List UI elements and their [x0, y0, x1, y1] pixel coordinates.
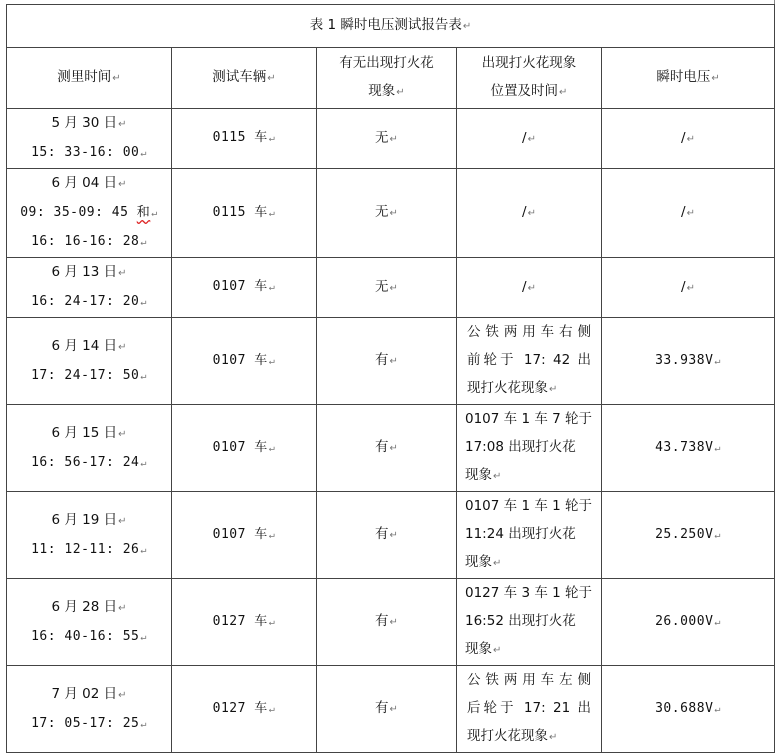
table-row	[7, 318, 775, 405]
cell-spark: 有↵	[317, 579, 457, 666]
header-where: 出现打火花现象 位置及时间↵	[457, 48, 602, 109]
cell-spark: 有↵	[317, 492, 457, 579]
cell-vehicle: 0107 车↵	[172, 405, 317, 492]
table-row	[7, 258, 775, 318]
cell-where: /↵	[457, 258, 602, 318]
cell-vehicle: 0115 车↵	[172, 109, 317, 169]
cell-vehicle: 0107 车↵	[172, 258, 317, 318]
cell-where: 0107 车 1 车 1 轮于 11:24 出现打火花 现象↵	[457, 492, 602, 579]
cell-where: 0107 车 1 车 7 轮于 17:08 出现打火花 现象↵	[457, 405, 602, 492]
table-row	[7, 492, 775, 579]
cell-voltage: /↵	[602, 258, 775, 318]
cell-voltage: /↵	[602, 169, 775, 258]
table-row	[7, 405, 775, 492]
cell-where: 0127 车 3 车 1 轮于 16:52 出现打火花 现象↵	[457, 579, 602, 666]
table-row	[7, 579, 775, 666]
cell-time: 6 月 04 日↵ 09: 35-09: 45 和↵ 16: 16-16: 28↵	[7, 169, 172, 258]
cell-time: 5 月 30 日↵ 15: 33-16: 00↵	[7, 109, 172, 169]
cell-vehicle: 0107 车↵	[172, 492, 317, 579]
cell-time: 6 月 14 日↵ 17: 24-17: 50↵	[7, 318, 172, 405]
voltage-report-table	[6, 4, 775, 753]
cell-vehicle: 0115 车↵	[172, 169, 317, 258]
table-row	[7, 666, 775, 753]
header-time: 测里时间↵	[7, 48, 172, 109]
table-row	[7, 109, 775, 169]
cell-voltage: 43.738V↵	[602, 405, 775, 492]
cell-voltage: 26.000V↵	[602, 579, 775, 666]
header-voltage: 瞬时电压↵	[602, 48, 775, 109]
header-vehicle: 测试车辆↵	[172, 48, 317, 109]
cell-spark: 无↵	[317, 258, 457, 318]
cell-time: 6 月 28 日↵ 16: 40-16: 55↵	[7, 579, 172, 666]
cell-spark: 无↵	[317, 109, 457, 169]
cell-time: 7 月 02 日↵ 17: 05-17: 25↵	[7, 666, 172, 753]
header-row	[7, 48, 775, 109]
cell-spark: 有↵	[317, 666, 457, 753]
cell-where: 公铁两用车右侧 前轮于 17: 42 出 现打火花现象↵	[457, 318, 602, 405]
cell-spark: 有↵	[317, 405, 457, 492]
table-caption: 表 1 瞬时电压测试报告表↵	[7, 5, 775, 48]
cell-time: 6 月 15 日↵ 16: 56-17: 24↵	[7, 405, 172, 492]
cell-vehicle: 0107 车↵	[172, 318, 317, 405]
cell-spark: 有↵	[317, 318, 457, 405]
header-spark: 有无出现打火花 现象↵	[317, 48, 457, 109]
cell-voltage: 25.250V↵	[602, 492, 775, 579]
cell-where: /↵	[457, 109, 602, 169]
cell-where: /↵	[457, 169, 602, 258]
cell-vehicle: 0127 车↵	[172, 579, 317, 666]
report-table-container	[6, 4, 774, 744]
cell-voltage: 33.938V↵	[602, 318, 775, 405]
cell-time: 6 月 19 日↵ 11: 12-11: 26↵	[7, 492, 172, 579]
cell-time: 6 月 13 日↵ 16: 24-17: 20↵	[7, 258, 172, 318]
cell-spark: 无↵	[317, 169, 457, 258]
cell-voltage: 30.688V↵	[602, 666, 775, 753]
cell-voltage: /↵	[602, 109, 775, 169]
table-row	[7, 169, 775, 258]
cell-where: 公铁两用车左侧 后轮于 17: 21 出 现打火花现象↵	[457, 666, 602, 753]
cell-vehicle: 0127 车↵	[172, 666, 317, 753]
